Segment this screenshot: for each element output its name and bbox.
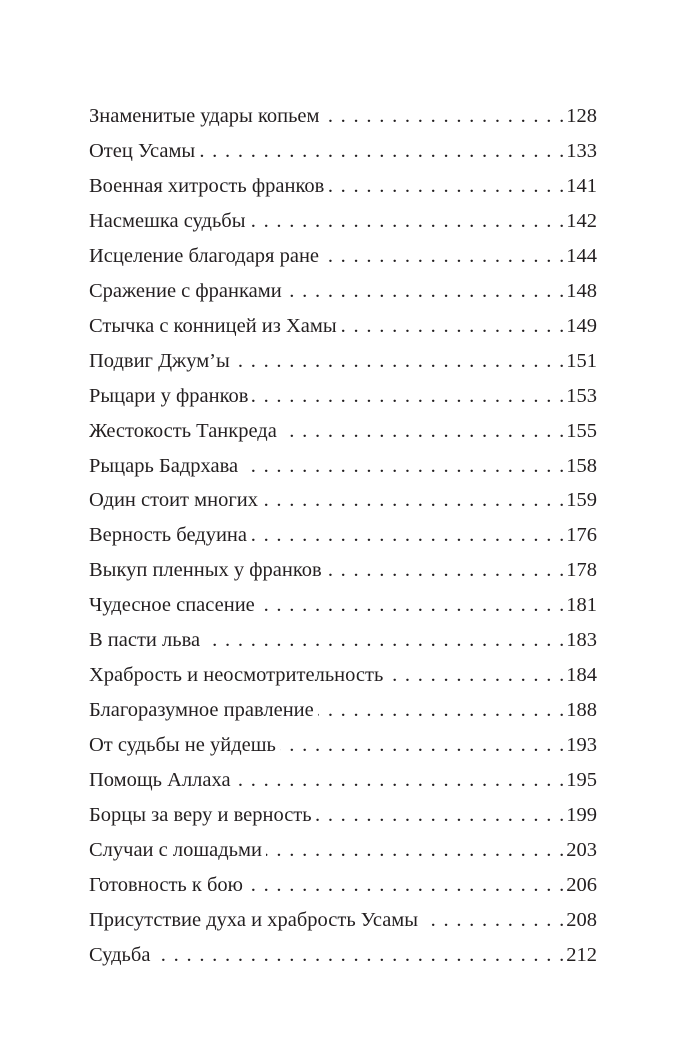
- toc-entry-page: 151: [566, 349, 597, 372]
- toc-entry-title: Отец Усамы: [89, 139, 196, 162]
- dot-leader: [266, 836, 564, 864]
- toc-entry-page: 133: [566, 139, 597, 162]
- toc-entry-title: Исцеление благодаря ране: [89, 244, 320, 267]
- toc-entry-page: 159: [566, 489, 597, 512]
- toc-entry[interactable]: [89, 906, 597, 941]
- dot-leader: [316, 801, 565, 829]
- dot-leader: [281, 417, 564, 445]
- toc-entry-page: 195: [566, 769, 597, 792]
- toc-entry[interactable]: [89, 137, 597, 172]
- dot-leader: [154, 941, 564, 969]
- toc-entry[interactable]: [89, 626, 597, 661]
- toc-entry-title: Рыцари у франков: [89, 384, 249, 407]
- dot-leader: [250, 207, 565, 235]
- toc-entry[interactable]: [89, 556, 597, 591]
- toc-entry-title: Военная хитрость франков: [89, 174, 325, 197]
- toc-entry[interactable]: [89, 102, 597, 137]
- toc-entry-title: Знаменитые удары копьем: [89, 105, 320, 127]
- toc-entry-page: 178: [566, 559, 597, 582]
- toc-entry-title: От судьбы не уйдешь: [89, 734, 276, 757]
- dot-leader: [259, 591, 564, 619]
- toc-entry-page: 208: [566, 908, 597, 931]
- toc-entry-title: Благоразумное правление: [89, 699, 314, 722]
- toc-entry-page: 193: [566, 734, 597, 757]
- dot-leader: [387, 661, 564, 689]
- toc-entry[interactable]: [89, 207, 597, 242]
- toc-entry-page: 206: [566, 873, 597, 896]
- dot-leader: [247, 871, 564, 899]
- toc-entry-page: 188: [566, 699, 597, 722]
- toc-entry-title: Судьба: [89, 943, 151, 966]
- dot-leader: [204, 626, 564, 654]
- toc-entry-page: 212: [566, 943, 597, 966]
- toc-entry-title: Сражение с франками: [89, 279, 282, 302]
- toc-entry[interactable]: [89, 696, 597, 731]
- toc-entry[interactable]: [89, 521, 597, 556]
- toc-entry-page: 181: [566, 594, 597, 617]
- dot-leader: [251, 521, 564, 549]
- toc-entry[interactable]: [89, 172, 597, 207]
- dot-leader: [235, 766, 565, 794]
- toc-entry-page: 155: [566, 419, 597, 442]
- toc-entry[interactable]: [89, 801, 597, 836]
- toc-entry[interactable]: [89, 382, 597, 417]
- toc-entry[interactable]: [89, 766, 597, 801]
- toc-entry[interactable]: [89, 941, 597, 976]
- toc-entry-title: Помощь Аллаха: [89, 769, 231, 792]
- toc-entry[interactable]: [89, 452, 597, 487]
- toc-entry-title: Верность бедуина: [89, 524, 247, 547]
- toc-entry-title: Рыцарь Бадрхава: [89, 454, 239, 477]
- toc-entry-page: 142: [566, 209, 597, 232]
- toc-entry[interactable]: [89, 312, 597, 347]
- toc-entry-title: Присутствие духа и храбрость Усамы: [89, 908, 419, 931]
- toc-entry-title: Жестокость Танкреда: [89, 419, 277, 442]
- toc-entry-title: Борцы за веру и верность: [89, 804, 312, 827]
- toc-entry-page: 184: [566, 664, 597, 687]
- dot-leader: [323, 242, 564, 270]
- dot-leader: [422, 906, 564, 934]
- toc-entry[interactable]: [89, 347, 597, 382]
- toc-entry-title: Выкуп пленных у франков: [89, 559, 322, 582]
- toc-entry-page: 176: [566, 524, 597, 547]
- dot-leader: [328, 172, 564, 200]
- dot-leader: [242, 452, 564, 480]
- dot-leader: [199, 137, 564, 165]
- toc-entry-page: 183: [566, 629, 597, 652]
- toc-entry-page: 128: [566, 105, 597, 127]
- dot-leader: [341, 312, 565, 340]
- dot-leader: [280, 731, 564, 759]
- toc-entry-page: 149: [566, 314, 597, 337]
- dot-leader: [318, 696, 565, 724]
- toc-entry[interactable]: [89, 871, 597, 906]
- toc-entry-title: Стычка с конницей из Хамы: [89, 314, 337, 337]
- toc-entry[interactable]: [89, 277, 597, 312]
- dot-leader: [262, 486, 564, 514]
- toc-entry-page: 158: [566, 454, 597, 477]
- toc-entry[interactable]: [89, 836, 597, 871]
- toc-entry-page: 144: [566, 244, 597, 267]
- toc-entry-title: Случаи с лошадьми: [89, 839, 262, 862]
- toc-entry-title: Подвиг Джум’ы: [89, 349, 230, 372]
- toc-entry-title: Готовность к бою: [89, 873, 243, 896]
- toc-entry[interactable]: [89, 486, 597, 521]
- table-of-contents: [89, 102, 597, 976]
- toc-entry[interactable]: [89, 591, 597, 626]
- dot-leader: [324, 102, 565, 130]
- toc-entry-title: Один стоит многих: [89, 489, 258, 512]
- toc-entry-page: 153: [566, 384, 597, 407]
- toc-entry-page: 148: [566, 279, 597, 302]
- dot-leader: [326, 556, 565, 584]
- toc-entry-title: В пасти льва: [89, 629, 201, 652]
- toc-entry-page: 199: [566, 804, 597, 827]
- toc-entry-title: Чудесное спасение: [89, 594, 255, 617]
- dot-leader: [252, 382, 564, 410]
- toc-entry[interactable]: [89, 731, 597, 766]
- toc-entry-title: Насмешка судьбы: [89, 209, 246, 232]
- toc-entry[interactable]: [89, 417, 597, 452]
- dot-leader: [286, 277, 565, 305]
- dot-leader: [234, 347, 564, 375]
- toc-entry-page: 203: [566, 839, 597, 862]
- toc-entry[interactable]: [89, 242, 597, 277]
- toc-entry[interactable]: [89, 661, 597, 696]
- toc-entry-page: 141: [566, 174, 597, 197]
- toc-entry-title: Храбрость и неосмотрительность: [89, 664, 384, 687]
